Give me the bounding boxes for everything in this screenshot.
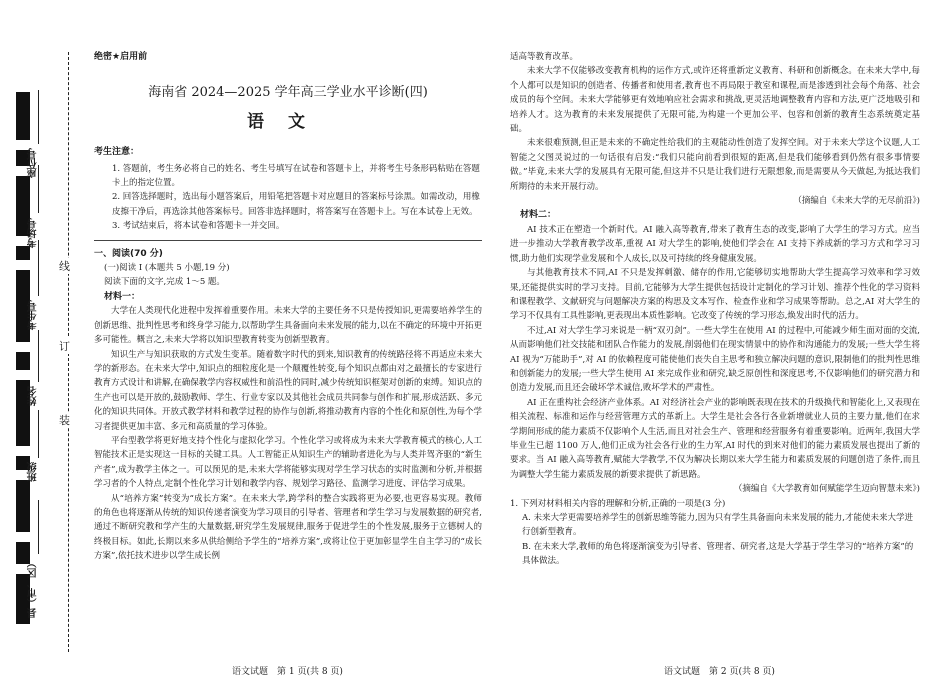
paragraph: 未来很难预测,但正是未来的不确定性给我们的主观能动性创造了发挥空间。对于未来大学这个议题,人工智能之父图灵说过的一句话很有启发:“我们只能向前看到很短的距离,但是我们能够看到仍然有很多事情要做。”毕竟,未来大学的发展具有无限可能,但这并不只是让我们进行无限想象,而是需要从今天做起,为抵达我们所期待的未来开展行动。 [510,138,920,192]
paragraph: 知识生产与知识获取的方式发生变革。随着数字时代的到来,知识教育的传统路径将不再适应未来大学的新形态。在未来大学中,知识点的细粒度化是一个颠覆性转变,每个知识点都由对之最擅长的专家进行教育方式设计和讲解,在确保教学内容权威性和前沿性的同时,减少传统知识框架对创新的束缚。知识点的生产也可以是开放的,鼓励教师、学生、行业专家以及其他社会成员共同参与创作和扩展,形成活跃、多元化的知识共同体。开放式教学材料和教学过程的协作与创新,将推动教育内容的个性化和原创性,为每个学习者提供更加丰富、多元和高质量的学习体验。 [94,349,482,432]
exam-room-label: 考场号 [28,218,39,248]
paragraph: 适高等教育改革。 [510,52,579,62]
footer-page-2: 语文试题 第 2 页(共 8 页) [664,667,775,677]
page-2-column [510,50,920,569]
footer-page-1: 语文试题 第 1 页(共 8 页) [232,667,343,677]
secret-mark: 绝密★启用前 [94,52,148,62]
paragraph: 平台型教学将更好地支持个性化与虚拟化学习。个性化学习或将成为未来大学教育模式的核心,人工智能技术正是实现这一目标的关键工具。人工智能正从知识生产的辅助者进化为与人类并驾齐驱的“新生产者”,成为教学主体之一。可以预见的是,未来大学将能够实现对学生学习状态的实时监测和分析,并根据学习者的个人特点,定制个性化学习计划和教学内容、规划学习路径、监测学习进度、评估学习成果。 [94,435,482,490]
notes-title: 考生注意： [94,147,140,158]
note-item: 1. 答题前，考生务必将自己的姓名、考生号填写在试卷和答题卡上，并将考生号条形码粘贴在答题卡上的指定位置。 [112,163,480,189]
paragraph: 与其他教育技术不同,AI 不只是发挥刺激、储存的作用,它能够切实地帮助大学生提高学习效率和学习效果,还能提供实时的学习支持。目前,它能够为大学生提供包括设计定制化的学习计划、推荐个性化的学习资料和课程教学、文献研究与问题解决方案的构思及文本写作、检查作业和学习成果等帮助。总之,AI 对大学生的学习不仅具有工具性影响,更表现出本质性影响。它改变了传统的学习形态,焕发出时代的活力。 [510,268,920,322]
option-a: A. 未来大学更需要培养学生的创新思维等能力,因为只有学生具备面向未来发展的能力,才能使未来大学进行创新型教育。 [522,513,913,538]
staple-char: 订 [59,340,70,353]
paragraph: 大学在人类现代化进程中发挥着重要作用。未来大学的主要任务不只是传授知识,更需要培养学生的创新思维、批判性思考和终身学习能力,以帮助学生具备面向未来发展的能力,以在不确定的环境中开拓更多可能性。概言之,未来大学将以知识型教育转变为创新型教育。 [94,306,482,346]
seat-number-label: 座位号 [28,148,39,178]
subsection-title: (一)阅读 I (本题共 5 小题,19 分) [104,263,230,274]
binding-margin [0,0,86,688]
note-item: 3. 考试结束后，将本试卷和答题卡一并交回。 [112,221,285,232]
material-2-title: 材料二： [520,210,557,221]
paragraph: AI 技术正在塑造一个新时代。AI 融入高等教育,带来了教育生态的改变,影响了大学生的学习方式。应当进一步推动大学教育教学改革,重视 AI 对大学生的影响,使他们学会在 AI 支持下养成新的学习方式和学习习惯,助力他们实现学业发展和个人成长,以及可持续的终身健康发展。 [510,224,920,264]
paragraph: AI 正在重构社会经济产业体系。AI 对经济社会产业的影响既表现在技术的升级换代和智能化上,又表现在相关流程、标准和运作与经营管理方式的革新上。大学生是社会各行各业新增就业人员的主要力量,他们在求学期间形成的能力素质不仅影响个人生活,而且对社会生产、管理和经营服务有着重要影响。近两年,我国大学毕业生已超 1100 万人,他们正成为社会各行业的生力军,AI 时代的到来对他们的能力素质发展也提出了新的要求。当 AI 融入高等教育,赋能大学教学,不仅为解决长期以来大学生能力和素质发展的问题创造了条件,而且为调整大学生能力素质发展的新要求提供了新思路。 [510,397,920,480]
line-char: 线 [59,260,70,273]
paragraph: 从“培养方案”转变为“成长方案”。在未来大学,跨学科的整合实践将更为必要,也更容易实现。教师的角色也将逐渐从传统的知识传递者演变为学习项目的引导者、管理者和学生学习与发展数据的研究者,通过不断研究教和学产生的大量数据,研究学生发展规律,服务于促进学生的个性发展,服务于立德树人的终极目标。如此,长期以来多从供给侧给予学生的“培养方案”,或将让位于更加彰显学生自主学习的“成长方案”,依托技术进步以学生成长例 [94,493,482,562]
name-label: 姓名 [28,386,39,406]
instruction: 阅读下面的文字,完成 1～5 题。 [104,277,225,288]
paragraph: 不过,AI 对大学生学习来说是一柄“双刃剑”。一些大学生在使用 AI 的过程中,可能减少师生面对面的交流,从而影响他们社交技能和团队合作能力的发展,削弱他们在现实情景中的协作和沟通能力的发展;一些大学生将 AI 视为“万能助手”,对 AI 的依赖程度可能使他们丧失自主思考和独立解决问题的意识,限制他们的批判性思维和创新能力的发展;一些大学生使用 AI 来完成作业和研究,缺乏原创性和深度思考,不仅影响他们的研究潜力和创造力发展,而且还会破坏学术诚信,败坏学术的严肃性。 [510,325,920,394]
material-1-title: 材料一： [104,291,141,302]
section-title: 一、阅读(70 分) [94,248,163,259]
county-label: 县（市、区） [28,558,39,618]
source-note: （摘编自《未来大学的无尽前沿》) [793,196,920,207]
exam-title: 海南省 2024—2025 学年高三学业水平诊断(四) [148,85,428,101]
class-label: 班级 [28,462,39,482]
source-note: （摘编自《大学教育如何赋能学生迈向智慧未来》) [733,484,920,495]
question-stem: 1. 下列对材料相关内容的理解和分析,正确的一项是(3 分) [510,498,726,509]
subject-title: 语文 [247,111,329,132]
option-b: B. 在未来大学,教师的角色将逐渐演变为引导者、管理者、研究者,这是大学基于学生学习的“培养方案”的具体做法。 [522,541,914,567]
candidate-number-label: 考生号 [28,300,39,330]
page-1-column [94,50,482,564]
paragraph: 未来大学不仅能够改变教育机构的运作方式,或许还将重新定义教育、科研和创新概念。在未来大学中,每个人都可以是知识的创造者、传播者和使用者,教育也不再局限于教室和课程,而是渗透到社会每个角落、社会成员的每个空间。未来大学能够更有效地响应社会需求和挑战,更灵活地调整教育内容和方法,更广泛地吸引和培养人才。这为教育的未来发展提供了无限可能,为构建一个更加公平、包容和创新的教育生态系统奠定基础。 [510,66,920,135]
bind-char: 装 [59,414,70,427]
divider [94,240,482,241]
note-item: 2. 回答选择题时，选出每小题答案后，用铅笔把答题卡对应题目的答案标号涂黑。如需改动，用橡皮擦干净后，再选涂其他答案标号。回答非选择题时，将答案写在答题卡上。写在本试卷上无效。 [112,192,480,217]
